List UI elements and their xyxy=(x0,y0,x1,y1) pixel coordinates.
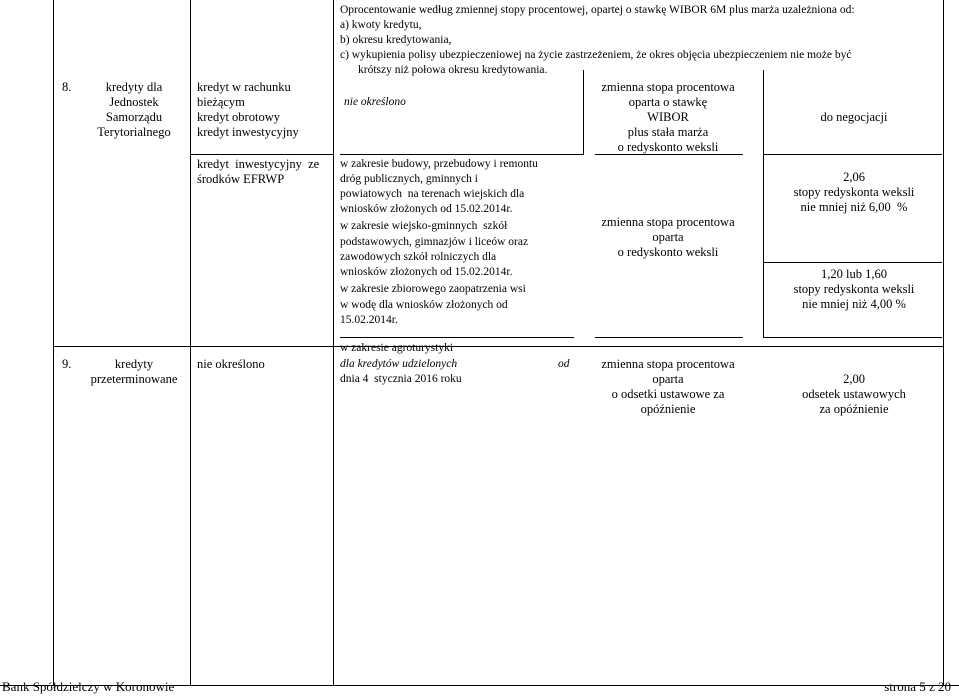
product-line: kredyt inwestycyjny xyxy=(197,125,299,139)
rate-line: stopy redyskonta weksli xyxy=(793,282,915,296)
row9-purpose-head: w zakresie agroturystyki xyxy=(340,342,454,354)
rate-separator-a xyxy=(764,154,942,155)
rate-separator-b xyxy=(764,262,942,263)
table-border-left xyxy=(53,0,54,685)
rate-type-line: oparta xyxy=(652,230,684,244)
row9-rate-type xyxy=(588,357,748,417)
top-row-line-2: a) kwoty kredytu, xyxy=(340,19,422,31)
row8-rate-type-b xyxy=(588,215,748,260)
row9-rate xyxy=(764,372,944,417)
purpose-line: zawodowych szkół rolniczych dla xyxy=(340,251,497,263)
rate-type-line: oparta o stawkę xyxy=(628,95,708,109)
row8-purpose-a: nie określono xyxy=(344,96,406,108)
rate-type-line: opóźnienie xyxy=(640,402,696,416)
row9-category-line: przeterminowane xyxy=(90,372,178,386)
top-row-line-4: c) wykupienia polisy ubezpieczeniowej na życie zastrzeżeniem, że okres objęcia ubezpieczeniem nie może być xyxy=(340,49,852,61)
row9-product: nie określono xyxy=(197,357,265,371)
row9-number: 9. xyxy=(62,357,72,371)
rate-line: za opóźnienie xyxy=(819,402,889,416)
row9-purpose-od: od xyxy=(558,358,570,370)
rate-type-line: plus stała marża xyxy=(627,125,709,139)
inner-divider-1 xyxy=(583,70,584,155)
row8-purpose-b xyxy=(340,157,580,328)
rate-type-line: o redyskonto weksli xyxy=(617,140,719,154)
purpose-line: wniosków złożonych od 15.02.2014r. xyxy=(340,203,513,215)
row8-number: 8. xyxy=(62,80,72,94)
rate-type-line: o odsetki ustawowe za xyxy=(611,387,725,401)
rate-type-line: WIBOR xyxy=(647,110,689,124)
table-col-divider-1 xyxy=(190,0,191,685)
rate-line: odsetek ustawowych xyxy=(802,387,906,401)
rate-type-line: zmienna stopa procentowa xyxy=(601,357,735,371)
footer-bank-name: Bank Spółdzielczy w Koronowie xyxy=(2,679,175,694)
rate-line: nie mniej niż 6,00 % xyxy=(800,200,908,214)
rate-line: stopy redyskonta weksli xyxy=(793,185,915,199)
purpose-line: wniosków złożonych od 15.02.2014r. xyxy=(340,266,513,278)
product-line: środków EFRWP xyxy=(197,172,285,186)
row-divider-8-9 xyxy=(53,346,944,347)
purpose-line: w wodę dla wniosków złożonych od xyxy=(340,299,508,311)
top-row-line-1: Oprocentowanie według zmiennej stopy procentowej, opartej o stawkę WIBOR 6M plus marża uzależniona od: xyxy=(340,4,855,16)
rate-type-line: zmienna stopa procentowa xyxy=(601,215,735,229)
row8-category-line: Terytorialnego xyxy=(97,125,171,139)
footer-page-number: strona 5 z 20 xyxy=(884,679,951,694)
purpose-line: 15.02.2014r. xyxy=(340,314,398,326)
purpose-line: w zakresie zbiorowego zaopatrzenia wsi xyxy=(340,283,526,295)
rate-line: 1,20 lub 1,60 xyxy=(821,267,887,281)
row9-category xyxy=(82,357,186,387)
row8-rate-a: do negocjacji xyxy=(820,110,888,124)
purpose-separator-b xyxy=(340,337,574,338)
row9-purpose-italic: dla kredytów udzielonych xyxy=(340,358,458,370)
rate-type-line: oparta xyxy=(652,372,684,386)
row8-products-b xyxy=(197,157,329,187)
product-line: kredyt obrotowy xyxy=(197,110,280,124)
row8-rate-b2 xyxy=(764,267,944,312)
product-line: kredyt inwestycyjny ze xyxy=(197,157,320,171)
top-row-line-3: b) okresu kredytowania, xyxy=(340,34,452,46)
rate-type-separator-b xyxy=(595,337,743,338)
rate-separator-c xyxy=(764,337,942,338)
purpose-line: w zakresie budowy, przebudowy i remontu xyxy=(340,158,538,170)
row9-category-line: kredyty xyxy=(114,357,154,371)
row8-category-line: Samorządu xyxy=(105,110,163,124)
rate-type-line: o redyskonto weksli xyxy=(617,245,719,259)
purpose-line: podstawowych, gimnazjów i liceów oraz xyxy=(340,236,529,248)
rate-type-line: zmienna stopa procentowa xyxy=(601,80,735,94)
rate-line: 2,06 xyxy=(843,170,865,184)
purpose-line: w zakresie wiejsko-gminnych szkół xyxy=(340,220,508,232)
rate-line: 2,00 xyxy=(843,372,865,386)
row8-products-a xyxy=(197,80,299,140)
row8-category-line: kredyty dla xyxy=(105,80,163,94)
purpose-line: powiatowych na terenach wiejskich dla xyxy=(340,188,525,200)
product-line: kredyt w rachunku xyxy=(197,80,291,94)
products-separator xyxy=(191,154,333,155)
purpose-line: dróg publicznych, gminnych i xyxy=(340,173,478,185)
row8-rate-type-a xyxy=(588,80,748,155)
row9-purpose-date: dnia 4 stycznia 2016 roku xyxy=(340,373,462,385)
row8-category-line: Jednostek xyxy=(109,95,159,109)
top-row-line-5: krótszy niż połowa okresu kredytowania. xyxy=(358,64,548,76)
rate-line: nie mniej niż 4,00 % xyxy=(802,297,906,311)
row8-rate-b1 xyxy=(764,170,944,215)
table-border-right xyxy=(943,0,944,685)
products-separator-row9 xyxy=(191,346,333,347)
table-col-divider-2 xyxy=(333,0,334,685)
row8-category xyxy=(82,80,186,140)
purpose-separator-a xyxy=(340,154,583,155)
product-line: bieżącym xyxy=(197,95,245,109)
